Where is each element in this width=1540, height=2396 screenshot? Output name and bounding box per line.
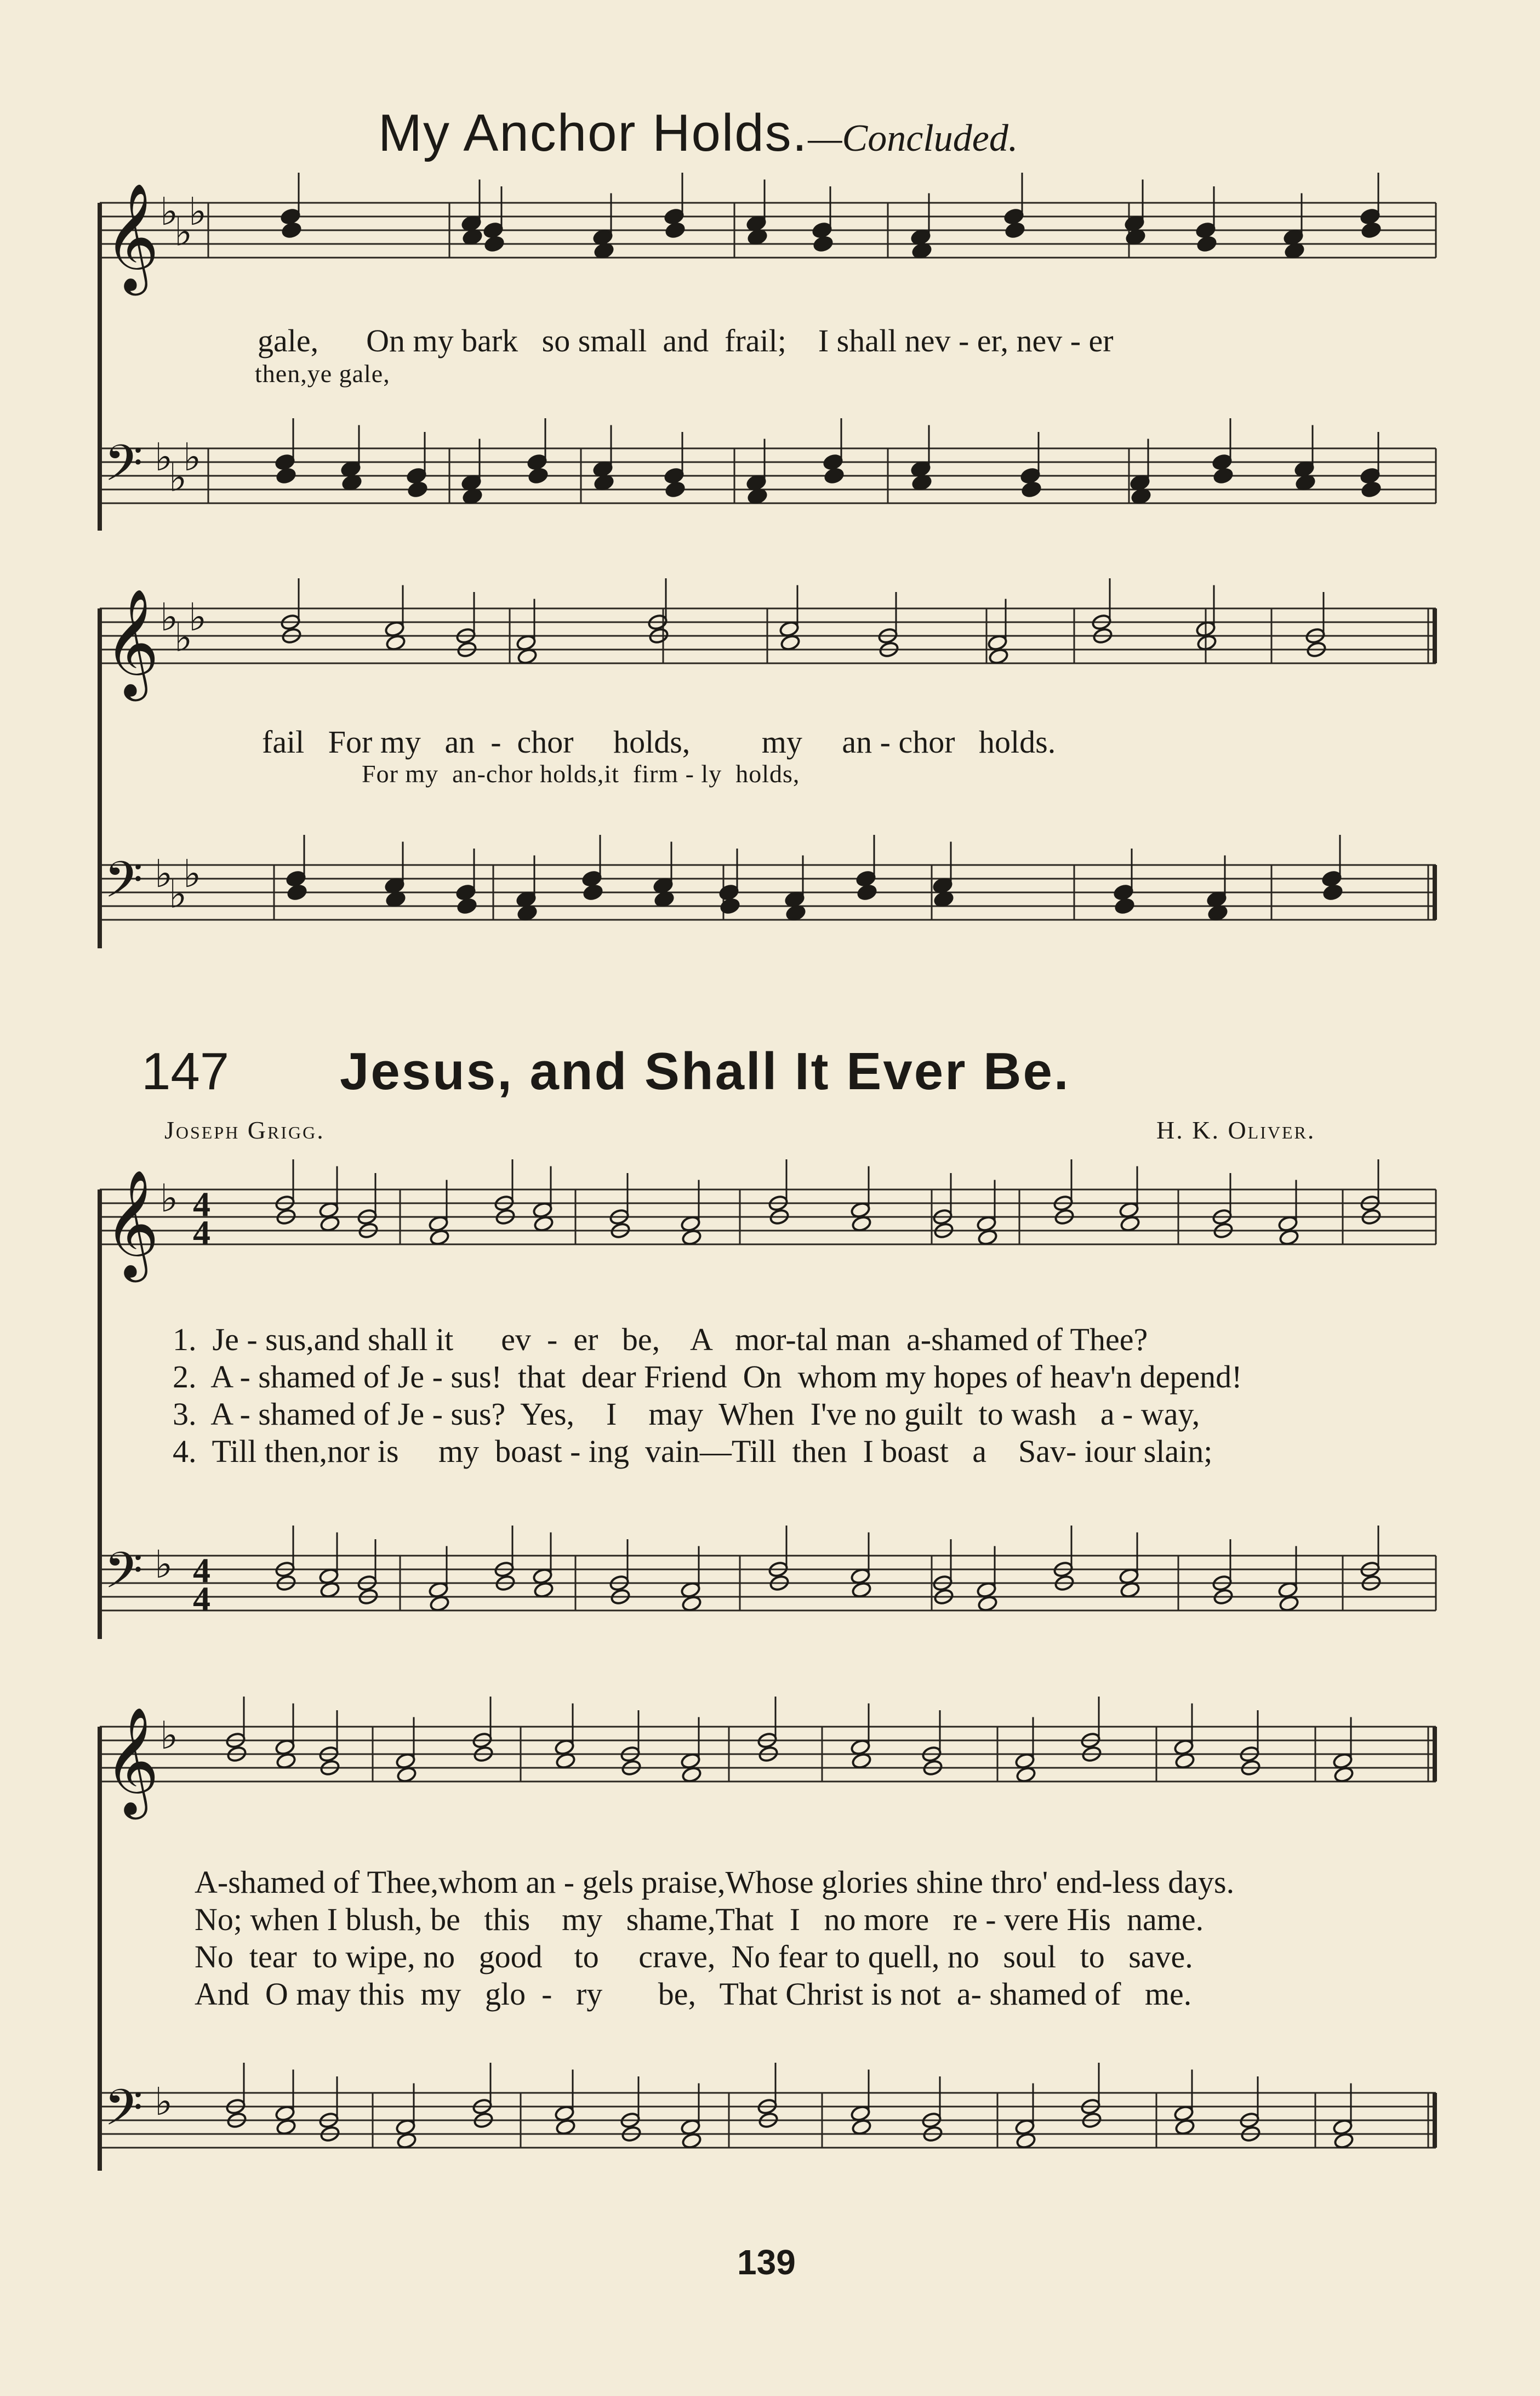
note-icon (406, 467, 427, 485)
note-icon (1360, 208, 1381, 225)
concluded-label: —Concluded. (808, 117, 1018, 160)
treble-clef-icon: 𝄞 (104, 1706, 159, 1815)
note-icon (276, 467, 296, 485)
note-icon (1361, 221, 1382, 239)
prev-hymn-lyrics-1-alt: then,ye gale, (255, 360, 390, 388)
note-icon (664, 208, 685, 225)
flat-icon: ♭ (155, 851, 173, 896)
flat-icon: ♭ (160, 1176, 179, 1221)
note-icon (718, 884, 739, 901)
final-bar-thick (1433, 608, 1437, 663)
final-bar-thick (1433, 1727, 1437, 1782)
flat-icon: ♭ (169, 455, 187, 500)
bass-clef-icon: 𝄢 (104, 434, 143, 504)
flat-icon: ♭ (169, 872, 187, 917)
note-icon (1213, 467, 1234, 485)
note-icon (1360, 467, 1381, 485)
prev-hymn-lyrics-2: fail For my an - chor holds, my an - chor holds. (262, 724, 1056, 760)
note-icon (583, 884, 603, 901)
prev-hymn-lyrics-1: gale, On my bark so small and frail; I shall nev - er, nev - er (258, 323, 1114, 358)
flat-icon: ♭ (160, 595, 179, 640)
note-icon (1020, 467, 1041, 485)
verse-line-3b: No tear to wipe, no good to crave, No fear to quell, no soul to save. (195, 1939, 1193, 1974)
hymn-author: Joseph Grigg. (164, 1116, 325, 1144)
flat-icon: ♭ (155, 2079, 173, 2124)
note-icon (484, 235, 505, 253)
note-icon (857, 884, 877, 901)
bass-clef-icon: 𝄢 (104, 851, 143, 921)
note-icon (1361, 481, 1382, 498)
verse-line-2a: 2. A - shamed of Je - sus! that dear Friend On whom my hopes of heav'n depend! (173, 1359, 1242, 1395)
prev-hymn-lyrics-2-alt: For my an-chor holds,it firm - ly holds, (362, 760, 800, 788)
final-bar-thick (1433, 2093, 1437, 2148)
system-brace (98, 1190, 102, 1639)
note-icon (1195, 221, 1216, 239)
hymn-composer: H. K. Oliver. (1156, 1116, 1316, 1144)
verse-line-1b: A-shamed of Thee,whom an - gels praise,Whose glories shine thro' end-less days. (195, 1864, 1235, 1900)
note-icon (527, 453, 547, 471)
flat-icon: ♭ (189, 189, 207, 234)
flat-icon: ♭ (183, 851, 202, 896)
bass-clef-icon: 𝄢 (104, 2079, 143, 2149)
note-icon (664, 467, 685, 485)
note-icon (275, 453, 295, 471)
time-sig-bottom: 4 (193, 1579, 210, 1618)
hymn-number: 147 (141, 1042, 230, 1101)
note-icon (813, 235, 834, 253)
system-brace (98, 608, 102, 948)
note-icon (1005, 221, 1025, 239)
note-icon (280, 208, 301, 225)
note-icon (1322, 884, 1343, 901)
flat-icon: ♭ (155, 1542, 173, 1587)
note-icon (287, 884, 307, 901)
note-icon (1196, 235, 1217, 253)
treble-clef-icon: 𝄞 (104, 588, 159, 697)
bass-clef-icon: 𝄢 (104, 1541, 143, 1612)
note-icon (1321, 870, 1342, 887)
flat-icon: ♭ (189, 595, 207, 640)
page-number: 139 (737, 2243, 796, 2282)
time-sig-bottom: 4 (193, 1213, 210, 1252)
flat-icon: ♭ (155, 435, 173, 480)
note-icon (824, 467, 845, 485)
flat-icon: ♭ (160, 189, 179, 234)
note-icon (665, 221, 686, 239)
flat-icon: ♭ (174, 615, 193, 661)
time-sig-top: 4 (193, 1185, 210, 1223)
note-icon (812, 221, 832, 239)
note-icon (1003, 208, 1024, 225)
note-icon (457, 897, 477, 915)
flat-icon: ♭ (160, 1713, 179, 1758)
note-icon (483, 221, 504, 239)
verse-line-2b: No; when I blush, be this my shame,That I no more re - vere His name. (195, 1902, 1204, 1937)
system-brace (98, 1727, 102, 2171)
note-icon (1021, 481, 1042, 498)
note-icon (407, 481, 428, 498)
note-icon (855, 870, 876, 887)
page-title-prev-hymn (378, 103, 1018, 163)
note-icon (455, 884, 476, 901)
treble-clef-icon: 𝄞 (104, 183, 159, 291)
treble-clef-icon: 𝄞 (104, 1169, 159, 1278)
verse-line-1a: 1. Je - sus,and shall it ev - er be, A mor-tal man a-shamed of Thee? (173, 1322, 1148, 1357)
note-icon (823, 453, 843, 471)
note-icon (1114, 897, 1135, 915)
time-sig-top: 4 (193, 1551, 210, 1590)
note-icon (286, 870, 306, 887)
flat-icon: ♭ (174, 209, 193, 255)
flat-icon: ♭ (183, 435, 202, 480)
note-icon (1113, 884, 1134, 901)
system-brace (98, 203, 102, 531)
note-icon (1212, 453, 1233, 471)
hymn-title: Jesus, and Shall It Ever Be. (340, 1042, 1070, 1101)
final-bar-thick (1433, 865, 1437, 920)
note-icon (665, 481, 686, 498)
verse-line-4a: 4. Till then,nor is my boast - ing vain—Till then I boast a Sav- iour slain; (173, 1433, 1213, 1469)
note-icon (281, 221, 302, 239)
note-icon (528, 467, 549, 485)
verse-line-4b: And O may this my glo - ry be, That Christ is not a- shamed of me. (195, 1976, 1192, 2012)
note-icon (581, 870, 602, 887)
verse-line-3a: 3. A - shamed of Je - sus? Yes, I may When I've no guilt to wash a - way, (173, 1396, 1200, 1432)
prev-hymn-title: My Anchor Holds. (378, 104, 808, 162)
